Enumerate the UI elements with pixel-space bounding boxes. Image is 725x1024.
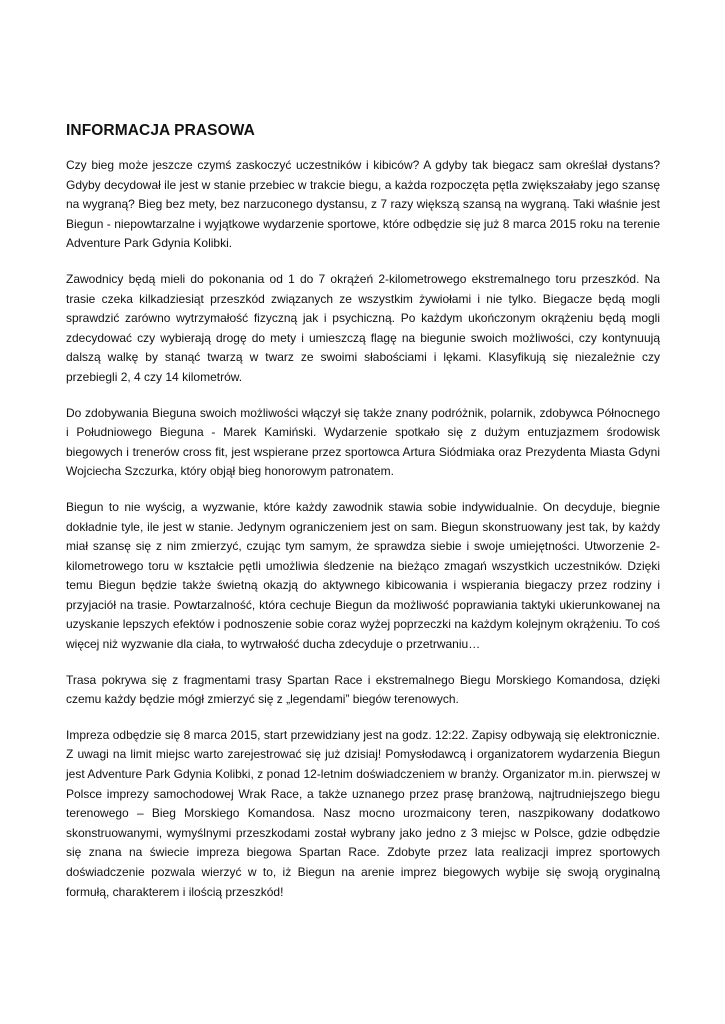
paragraph-route: Trasa pokrywa się z fragmentami trasy Spartan Race i ekstremalnego Biegu Morskiego Komandosa, dzięki czemu każdy będzie mógł zmierzyć się z „legendami” biegów terenowych. <box>66 672 660 707</box>
page-title: INFORMACJA PRASOWA <box>66 122 255 139</box>
paragraph-challenge: Biegun to nie wyścig, a wyzwanie, które każdy zawodnik stawia sobie indywidualnie. On decyduje, biegnie dokładnie tyle, ile jest w stanie. Jedynym ograniczeniem jest on sam. Biegun skonstruowany jest tak, by każdy miał szansę się z nim zmierzyć, czując tym samym, że sprawdza siebie i swoje umiejętności. Utworzenie 2-kilometrowego toru w kształcie pętli umożliwia śledzenie na bieżąco zmagań wszystkich uczestników. Dzięki temu Biegun będzie także świetną okazją do aktywnego kibicowania i wspierania biegaczy przez rodziny i przyjaciół na trasie. Powtarzalność, która cechuje Biegun da możliwość poprawiania taktyki ukierunkowanej na uzyskanie lepszych efektów i podnoszenie sobie coraz wyżej poprzeczki na każdym kolejnym okrążeniu. To coś więcej niż wyzwanie dla ciała, to wytrwałość ducha zdecyduje o przetrwaniu… <box>66 499 660 652</box>
paragraph-event-details: Impreza odbędzie się 8 marca 2015, start przewidziany jest na godz. 12:22. Zapisy odbywają się elektronicznie. Z uwagi na limit miejsc warto zarejestrować się już dzisiaj! Pomysłodawcą i organizatorem wydarzenia Biegun jest Adventure Park Gdynia Kolibki, z ponad 12-letnim doświadczeniem w branży. Organizator m.in. pierwszej w Polsce imprezy samochodowej Wrak Race, a także uznanego przez prasę branżową, najtrudniejszego biegu terenowego – Bieg Morskiego Komandosa. Nasz mocno urozmaicony teren, naszpikowany dodatkowo skonstruowanymi, wymyślnymi przeszkodami został wybrany jako jedno z 3 miejsc w Polsce, gdzie odbędzie się znana na świecie impreza biegowa Spartan Race. Zdobyte przez lata realizacji imprez sportowych doświadczenie pozwala wierzyć w to, iż Biegun na arenie imprez biegowych wybije się swoją oryginalną formułą, charakterem i ilością przeszkód! <box>66 727 660 899</box>
paragraph-course: Zawodnicy będą mieli do pokonania od 1 do 7 okrążeń 2-kilometrowego ekstremalnego toru przeszkód. Na trasie czeka kilkadziesiąt przeszkód związanych ze wszystkim żywiołami i nie tylko. Biegacze będą mogli sprawdzić zarówno wytrzymałość fizyczną jak i psychiczną. Po każdym ukończonym okrążeniu będą mogli zdecydować czy wybierają drogę do mety i umieszczą flagę na biegunie swoich możliwości, czy kontynuują dalszą walkę by stanąć twarzą w twarz ze swoimi słabościami i lękami. Klasyfikują się niezależnie czy przebiegli 2, 4 czy 14 kilometrów. <box>66 271 660 384</box>
paragraph-intro: Czy bieg może jeszcze czymś zaskoczyć uczestników i kibiców? A gdyby tak biegacz sam określał dystans? Gdyby decydował ile jest w stanie przebiec w trakcie biegu, a każda rozpoczęta pętla zwiększałaby jego szansę na wygraną? Bieg bez mety, bez narzuconego dystansu, z 7 razy większą szansą na wygraną. Taki właśnie jest Biegun - niepowtarzalne i wyjątkowe wydarzenie sportowe, które odbędzie się już 8 marca 2015 roku na terenie Adventure Park Gdynia Kolibki. <box>66 158 660 251</box>
press-release-body <box>66 122 660 918</box>
paragraph-patronage: Do zdobywania Bieguna swoich możliwości włączył się także znany podróżnik, polarnik, zdobywca Północnego i Południowego Bieguna - Marek Kamiński. Wydarzenie spotkało się z dużym entuzjazmem środowisk biegowych i trenerów cross fit, jest wspierane przez sportowca Artura Siódmiaka oraz Prezydenta Miasta Gdyni Wojciecha Szczurka, który objął bieg honorowym patronatem. <box>66 405 660 479</box>
